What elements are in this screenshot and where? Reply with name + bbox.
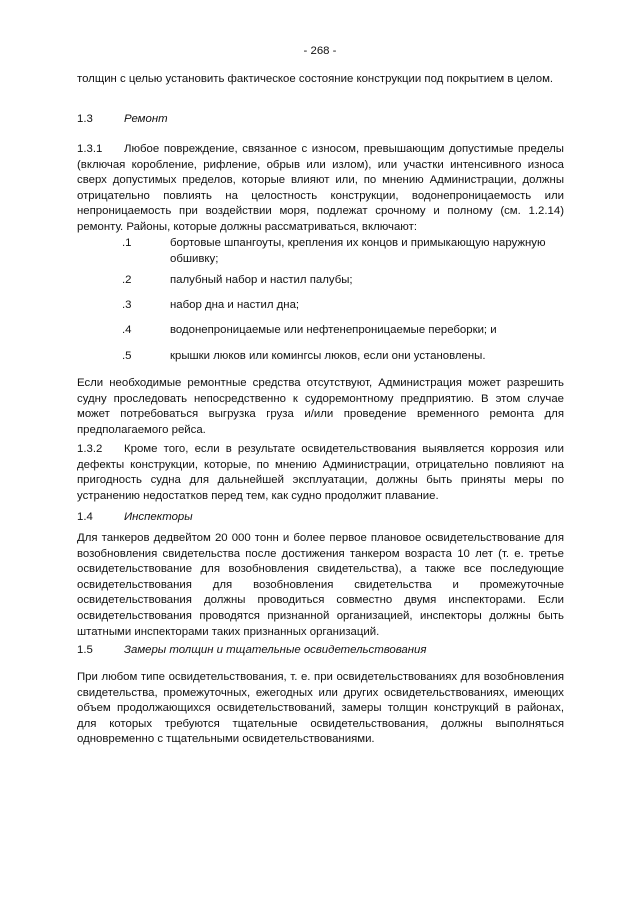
list-item-number: .3: [122, 299, 132, 311]
paragraph-text: Кроме того, если в результате освидетельствования выявляется коррозия или дефекты конструкции, которые, по мнению Администрации, отрицательно повлияют на пригодность судна для дальнейшей эксплуатации, должны быть приняты меры по устранению недостатков перед тем, как судно продолжит плавание.: [77, 443, 564, 502]
paragraph-number: 1.3.2: [77, 443, 103, 455]
repair-paragraph: Если необходимые ремонтные средства отсутствуют, Администрация может разрешить судну проследовать непосредственно к судоремонтному предприятию. В этом случае может потребоваться выгрузка груза и/или проведение временного ремонта для предполагаемого рейса.: [77, 377, 564, 436]
section-number: 1.3: [77, 113, 93, 125]
intro-paragraph: толщин с целью установить фактическое состояние конструкции под покрытием в целом.: [77, 73, 554, 85]
paragraph-1-3-2: [77, 442, 564, 504]
paragraph-1-3-1: [77, 142, 564, 236]
section-title: Замеры толщин и тщательные освидетельствования: [124, 644, 427, 656]
list-item-text: бортовые шпангоуты, крепления их концов и примыкающую наружную обшивку;: [170, 237, 546, 265]
section-title: Инспекторы: [124, 511, 193, 523]
list-item-text: водонепроницаемые или нефтенепроницаемые переборки; и: [170, 324, 497, 336]
list-item-number: .4: [122, 324, 132, 336]
list-item-text: набор дна и настил дна;: [170, 299, 300, 311]
list-item-number: .2: [122, 274, 132, 286]
list-item-number: .1: [122, 237, 132, 249]
paragraph-text: Любое повреждение, связанное с износом, превышающим допустимые пределы (включая коробление, рифление, обрыв или излом), или участки интенсивного износа сверх допустимых пределов, которые влияют или, по мнению Администрации, должны отрицательно повлиять на целостность конструкции, водонепроницаемость или непроницаемость при воздействии моря, подлежат срочному и полному (см. 1.2.14) ремонту. Районы, которые должны рассматриваться, включают:: [77, 143, 564, 233]
section-title: Ремонт: [124, 113, 168, 125]
section-number: 1.4: [77, 511, 93, 523]
thickness-paragraph: При любом типе освидетельствования, т. е. при освидетельствованиях для возобновления свидетельства, промежуточных, ежегодных или других освидетельствованиях, имеющих объем продолжающихся освидетельствований, замеры толщин конструкций в районах, для которых требуются тщательные освидетельствования, должны выполняться одновременно с тщательными освидетельствованиями.: [77, 671, 564, 746]
list-item-text: крышки люков или комингсы люков, если они установлены.: [170, 350, 486, 362]
inspectors-paragraph: Для танкеров дедвейтом 20 000 тонн и более первое плановое освидетельствование для возобновления свидетельства после достижения танкером возраста 10 лет (т. е. третье освидетельствование для возобновления свидетельства), а также все последующие освидетельствования для возобновления свидетельства и промежуточные освидетельствования должны проводиться совместно двумя инспекторами. Если освидетельствования проводятся признанной организацией, инспекторы должны быть штатными инспекторами таких признанных организаций.: [77, 532, 564, 638]
list-item-text: палубный набор и настил палубы;: [170, 274, 353, 286]
list-item-number: .5: [122, 350, 132, 362]
section-number: 1.5: [77, 644, 93, 656]
paragraph-number: 1.3.1: [77, 143, 103, 155]
page-number: - 268 -: [303, 45, 337, 57]
